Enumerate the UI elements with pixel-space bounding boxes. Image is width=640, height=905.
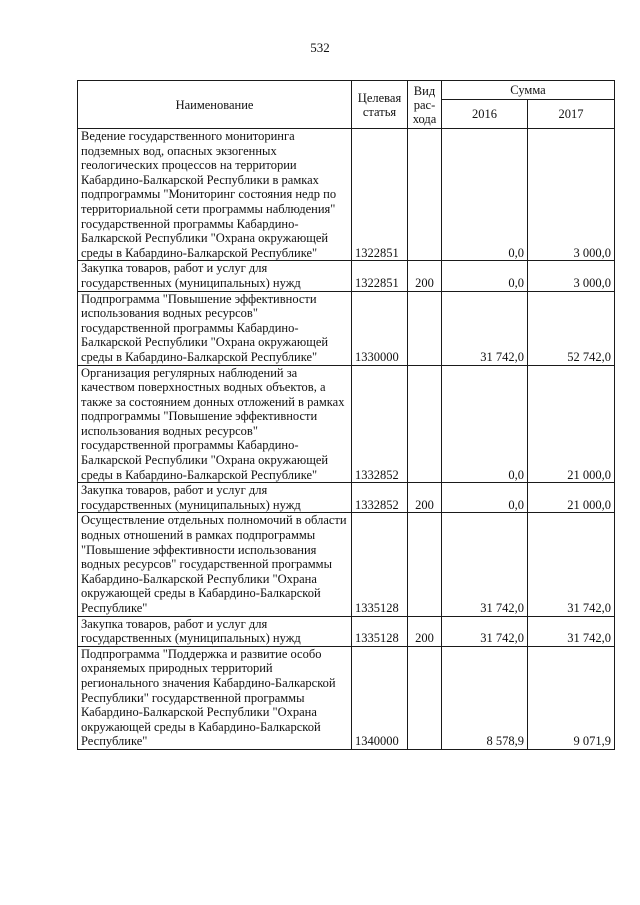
table-row [78,483,615,513]
row-sum-2016: 8 578,9 [442,646,528,749]
row-sum-2016: 0,0 [442,261,528,291]
row-name: Подпрограмма "Поддержка и развитие особо охраняемых природных территорий регионального значения Кабардино-Балкарской Республики" государственной программы Кабардино-Балкарской Республики "Охрана окружающей среды в Кабардино-Балкарской Республике" [78,646,352,749]
table-row [78,365,615,483]
header-code: Целевая статья [352,81,408,129]
row-sum-2016: 31 742,0 [442,513,528,616]
row-name: Закупка товаров, работ и услуг для государственных (муниципальных) нужд [78,261,352,291]
row-sum-2017: 3 000,0 [528,129,615,261]
row-expense-type: 200 [408,261,442,291]
row-target-article: 1330000 [352,291,408,365]
row-target-article: 1335128 [352,616,408,646]
row-sum-2017: 21 000,0 [528,365,615,483]
row-sum-2017: 3 000,0 [528,261,615,291]
row-expense-type: 200 [408,483,442,513]
row-target-article: 1332852 [352,365,408,483]
row-sum-2017: 9 071,9 [528,646,615,749]
row-target-article: 1322851 [352,129,408,261]
row-sum-2016: 0,0 [442,483,528,513]
row-target-article: 1340000 [352,646,408,749]
row-sum-2016: 0,0 [442,129,528,261]
row-sum-2017: 21 000,0 [528,483,615,513]
row-name: Закупка товаров, работ и услуг для государственных (муниципальных) нужд [78,616,352,646]
row-expense-type [408,365,442,483]
row-sum-2017: 31 742,0 [528,616,615,646]
table-row [78,513,615,616]
table-row [78,261,615,291]
row-expense-type [408,646,442,749]
row-sum-2016: 0,0 [442,365,528,483]
row-target-article: 1322851 [352,261,408,291]
row-expense-type [408,513,442,616]
table-row [78,291,615,365]
row-name: Осуществление отдельных полномочий в области водных отношений в рамках подпрограммы "Повышение эффективности использования водных ресурсов" государственной программы Кабардино-Балкарской Республики "Охрана окружающей среды в Кабардино-Балкарской Республике" [78,513,352,616]
row-sum-2016: 31 742,0 [442,291,528,365]
row-expense-type: 200 [408,616,442,646]
table-row [78,129,615,261]
header-sum: Сумма [442,81,615,100]
table-row [78,616,615,646]
row-sum-2017: 52 742,0 [528,291,615,365]
row-sum-2017: 31 742,0 [528,513,615,616]
table-body [78,129,615,750]
row-name: Закупка товаров, работ и услуг для государственных (муниципальных) нужд [78,483,352,513]
row-name: Организация регулярных наблюдений за качеством поверхностных водных объектов, а также за состоянием донных отложений в рамках подпрограммы "Повышение эффективности использования водных ресурсов" государственной программы Кабардино-Балкарской Республики "Охрана окружающей среды в Кабардино-Балкарской Республике" [78,365,352,483]
row-expense-type [408,129,442,261]
header-kind: Вид рас-хода [408,81,442,129]
row-name: Ведение государственного мониторинга подземных вод, опасных экзогенных геологических процессов на территории Кабардино-Балкарской Республики в рамках подпрограммы "Мониторинг состояния недр по территориальной сети программы наблюдения" государственной программы Кабардино-Балкарской Республики "Охрана окружающей среды в Кабардино-Балкарской Республике" [78,129,352,261]
row-name: Подпрограмма "Повышение эффективности использования водных ресурсов" государственной программы Кабардино-Балкарской Республики "Охрана окружающей среды в Кабардино-Балкарской Республике" [78,291,352,365]
header-year-2017: 2017 [528,100,615,129]
header-name: Наименование [78,81,352,129]
row-target-article: 1332852 [352,483,408,513]
table-row [78,646,615,749]
table-header-row [78,81,615,100]
budget-table [77,80,615,750]
row-target-article: 1335128 [352,513,408,616]
row-sum-2016: 31 742,0 [442,616,528,646]
row-expense-type [408,291,442,365]
page-number: 532 [310,40,330,55]
header-year-2016: 2016 [442,100,528,129]
